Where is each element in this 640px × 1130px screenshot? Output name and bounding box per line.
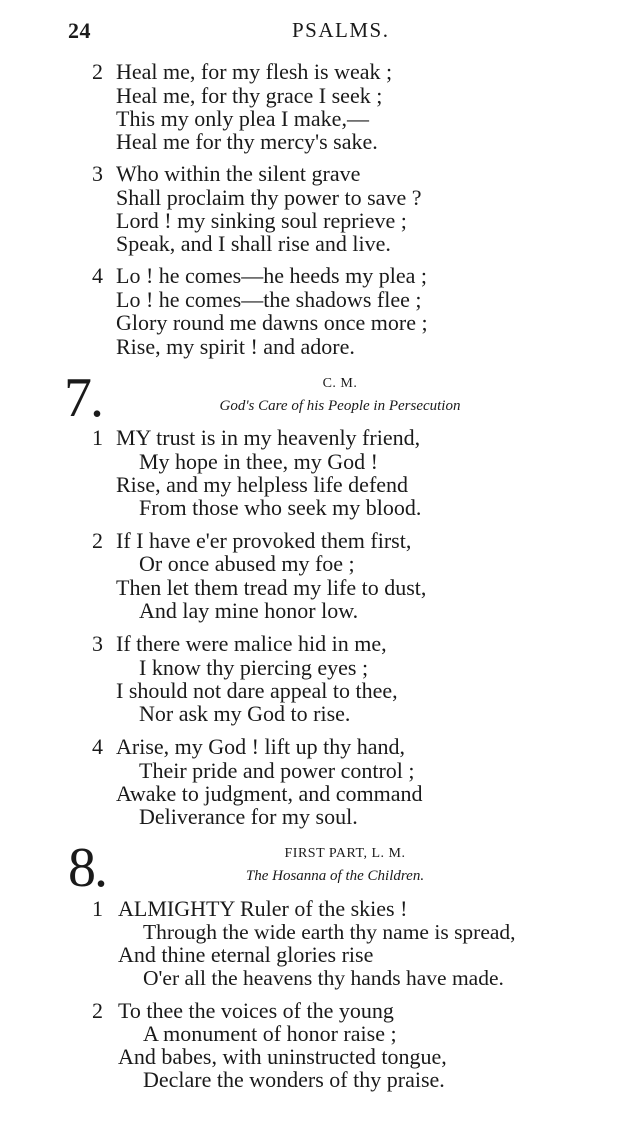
- verse-line: This my only plea I make,—: [116, 106, 369, 131]
- psalm-number: 8.: [68, 837, 106, 899]
- verse-line: If there were malice hid in me,: [116, 631, 387, 656]
- verse-line: And babes, with uninstructed tongue,: [118, 1044, 447, 1069]
- verse-line: And lay mine honor low.: [139, 598, 359, 623]
- verse-line: Heal me for thy mercy's sake.: [116, 129, 378, 154]
- verse-line: A monument of honor raise ;: [143, 1021, 397, 1046]
- stanza-number: 1: [92, 896, 103, 921]
- verse-line: Rise, my spirit ! and adore.: [116, 334, 355, 359]
- page-header: [0, 16, 640, 46]
- verse-line: To thee the voices of the young: [118, 998, 394, 1023]
- verse-line: And thine eternal glories rise: [118, 942, 374, 967]
- verse-line: Rise, and my helpless life defend: [116, 472, 409, 497]
- verse-line: Arise, my God ! lift up thy hand,: [116, 734, 406, 759]
- running-title: PSALMS.: [292, 18, 390, 42]
- stanza-number: 3: [92, 631, 103, 656]
- verse-line: Their pride and power control ;: [139, 758, 415, 783]
- verse-line: Lord ! my sinking soul reprieve ;: [116, 208, 407, 233]
- verse-line: Shall proclaim thy power to save ?: [116, 185, 422, 210]
- verse-line: My hope in thee, my God !: [139, 449, 378, 474]
- verse-line: MY trust is in my heavenly friend,: [116, 425, 421, 450]
- verse-line: Lo ! he comes—he heeds my plea ;: [116, 263, 427, 288]
- verse-line: O'er all the heavens thy hands have made.: [143, 966, 504, 990]
- verse-line: Nor ask my God to rise.: [139, 701, 351, 726]
- verse-line: Heal me, for thy grace I seek ;: [116, 83, 383, 108]
- psalm-number: 7.: [64, 367, 102, 429]
- psalm-subtitle: God's Care of his People in Persecution: [219, 398, 461, 414]
- verse-line: If I have e'er provoked them first,: [116, 528, 412, 553]
- stanza-number: 4: [92, 734, 103, 759]
- stanza-number: 1: [92, 425, 103, 450]
- verse-line: Or once abused my foe ;: [139, 551, 355, 576]
- verse-line: From those who seek my blood.: [139, 495, 422, 520]
- verse-line: Who within the silent grave: [116, 161, 361, 186]
- meter-label: C. M.: [322, 376, 358, 391]
- stanza-number: 2: [92, 59, 103, 84]
- verse-line: I know thy piercing eyes ;: [139, 655, 369, 680]
- stanza-number: 2: [92, 998, 103, 1023]
- verse-line: ALMIGHTY Ruler of the skies !: [118, 896, 408, 921]
- stanza-number: 4: [92, 263, 103, 288]
- meter-label: FIRST PART, L. M.: [284, 846, 406, 861]
- stanza-number: 3: [92, 161, 103, 186]
- verse-line: Heal me, for my flesh is weak ;: [116, 59, 393, 84]
- verse-line: Declare the wonders of thy praise.: [143, 1067, 445, 1092]
- verse-line: Speak, and I shall rise and live.: [116, 231, 391, 256]
- psalm-subtitle: The Hosanna of the Children.: [245, 868, 425, 884]
- verse-line: Deliverance for my soul.: [139, 804, 358, 829]
- verse-line: I should not dare appeal to thee,: [116, 678, 398, 703]
- stanza-number: 2: [92, 528, 103, 553]
- verse-line: Awake to judgment, and command: [116, 781, 423, 806]
- page-number: 24: [68, 18, 91, 43]
- verse-line: Lo ! he comes—the shadows flee ;: [116, 287, 422, 312]
- verse-line: Through the wide earth thy name is spread,: [143, 920, 516, 944]
- verse-line: Then let them tread my life to dust,: [116, 575, 427, 600]
- verse-line: Glory round me dawns once more ;: [116, 310, 428, 335]
